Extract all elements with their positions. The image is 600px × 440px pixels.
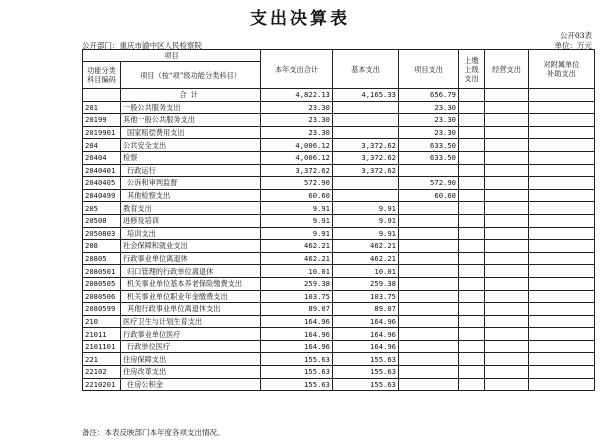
total-cell: 4,822.13: [261, 89, 333, 102]
business-cell: [485, 366, 529, 379]
subsidy-cell: [529, 139, 595, 152]
upper-cell: [459, 340, 485, 353]
upper-cell: [459, 214, 485, 227]
upper-cell: [459, 139, 485, 152]
upper-cell: [459, 164, 485, 177]
basic-cell: 155.63: [333, 366, 399, 379]
code-cell: 208: [83, 240, 121, 253]
header-total: 本年支出合计: [261, 50, 333, 89]
business-cell: [485, 114, 529, 127]
code-cell: 2080501: [83, 265, 121, 278]
total-cell: 9.91: [261, 227, 333, 240]
basic-cell: 9.91: [333, 202, 399, 215]
name-cell: 行政事业单位医疗: [121, 328, 261, 341]
subsidy-cell: [529, 151, 595, 164]
project-cell: 23.30: [399, 126, 459, 139]
business-cell: [485, 353, 529, 366]
name-cell: 社会保障和就业支出: [121, 240, 261, 253]
code-cell: 2019901: [83, 126, 121, 139]
name-cell: 机关事业单位基本养老保险缴费支出: [121, 277, 261, 290]
basic-cell: 9.91: [333, 227, 399, 240]
code-cell: 210: [83, 315, 121, 328]
name-cell: 公共安全支出: [121, 139, 261, 152]
code-cell: 20805: [83, 252, 121, 265]
upper-cell: [459, 252, 485, 265]
business-cell: [485, 177, 529, 190]
project-cell: 633.50: [399, 139, 459, 152]
table-row: [83, 252, 595, 265]
project-cell: [399, 202, 459, 215]
basic-cell: 3,372.62: [333, 139, 399, 152]
upper-cell: [459, 126, 485, 139]
subsidy-cell: [529, 265, 595, 278]
table-row: [83, 227, 595, 240]
total-cell: 4,006.12: [261, 151, 333, 164]
upper-cell: [459, 353, 485, 366]
business-cell: [485, 151, 529, 164]
name-cell: 住房保障支出: [121, 353, 261, 366]
table-row: [83, 126, 595, 139]
basic-cell: 164.96: [333, 315, 399, 328]
name-cell: 国家赔偿费用支出: [121, 126, 261, 139]
project-cell: [399, 378, 459, 391]
table-row: [83, 303, 595, 316]
total-cell: 9.91: [261, 202, 333, 215]
project-cell: 572.90: [399, 177, 459, 190]
basic-cell: 462.21: [333, 252, 399, 265]
name-cell: 住房改革支出: [121, 366, 261, 379]
header-item-group: 项目: [83, 50, 261, 62]
table-row: [83, 378, 595, 391]
name-cell: 检察: [121, 151, 261, 164]
upper-cell: [459, 378, 485, 391]
name-cell: 培训支出: [121, 227, 261, 240]
business-cell: [485, 164, 529, 177]
table-row: [83, 151, 595, 164]
project-cell: [399, 366, 459, 379]
subsidy-cell: [529, 290, 595, 303]
table-row: [83, 189, 595, 202]
code-cell: 205: [83, 202, 121, 215]
subsidy-cell: [529, 101, 595, 114]
form-number: 公开03表: [559, 31, 592, 40]
header-subsidy: 对附属单位补助支出: [529, 50, 595, 89]
project-cell: [399, 252, 459, 265]
basic-cell: 89.07: [333, 303, 399, 316]
business-cell: [485, 139, 529, 152]
header-code: 功能分类科目编码: [83, 62, 121, 89]
name-cell: 行政单位医疗: [121, 340, 261, 353]
project-cell: 23.30: [399, 101, 459, 114]
header-basic: 基本支出: [333, 50, 399, 89]
subsidy-cell: [529, 366, 595, 379]
table-row: [83, 214, 595, 227]
subsidy-cell: [529, 252, 595, 265]
upper-cell: [459, 366, 485, 379]
name-cell: 一般公共服务支出: [121, 101, 261, 114]
upper-cell: [459, 265, 485, 278]
subsidy-cell: [529, 214, 595, 227]
page-title: 支出决算表: [250, 9, 350, 29]
basic-cell: 9.91: [333, 214, 399, 227]
project-cell: 23.30: [399, 114, 459, 127]
project-cell: [399, 328, 459, 341]
project-cell: [399, 340, 459, 353]
name-cell: 合计: [121, 89, 261, 102]
project-cell: 633.50: [399, 151, 459, 164]
name-cell: 机关事业单位职业年金缴费支出: [121, 290, 261, 303]
footnote: 备注：本表反映部门本年度各项支出情况。: [82, 428, 225, 437]
subsidy-cell: [529, 240, 595, 253]
department-label: 公开部门：重庆市渝中区人民检察院: [82, 41, 202, 50]
upper-cell: [459, 303, 485, 316]
table-row: [83, 240, 595, 253]
code-cell: 204: [83, 139, 121, 152]
total-cell: 462.21: [261, 240, 333, 253]
business-cell: [485, 89, 529, 102]
table-row: [83, 202, 595, 215]
name-cell: 教育支出: [121, 202, 261, 215]
project-cell: [399, 214, 459, 227]
basic-cell: 155.63: [333, 378, 399, 391]
table-row: [83, 328, 595, 341]
business-cell: [485, 340, 529, 353]
total-cell: 572.90: [261, 177, 333, 190]
project-cell: [399, 353, 459, 366]
upper-cell: [459, 151, 485, 164]
project-cell: [399, 265, 459, 278]
basic-cell: 164.96: [333, 340, 399, 353]
subsidy-cell: [529, 89, 595, 102]
upper-cell: [459, 189, 485, 202]
name-cell: 住房公积金: [121, 378, 261, 391]
code-cell: 20199: [83, 114, 121, 127]
business-cell: [485, 252, 529, 265]
upper-cell: [459, 290, 485, 303]
business-cell: [485, 101, 529, 114]
table-row: [83, 366, 595, 379]
total-cell: 10.01: [261, 265, 333, 278]
code-cell: 22102: [83, 366, 121, 379]
upper-cell: [459, 202, 485, 215]
basic-cell: 155.63: [333, 353, 399, 366]
upper-cell: [459, 177, 485, 190]
expenditure-table: [82, 49, 595, 391]
header-project: 项目支出: [399, 50, 459, 89]
total-cell: 4,006.12: [261, 139, 333, 152]
basic-cell: [333, 101, 399, 114]
total-cell: 155.63: [261, 366, 333, 379]
basic-cell: 259.38: [333, 277, 399, 290]
basic-cell: [333, 114, 399, 127]
subsidy-cell: [529, 353, 595, 366]
upper-cell: [459, 277, 485, 290]
upper-cell: [459, 315, 485, 328]
basic-cell: 4,165.33: [333, 89, 399, 102]
project-cell: [399, 277, 459, 290]
business-cell: [485, 202, 529, 215]
table-row: [83, 177, 595, 190]
subsidy-cell: [529, 177, 595, 190]
business-cell: [485, 126, 529, 139]
total-cell: 89.07: [261, 303, 333, 316]
business-cell: [485, 277, 529, 290]
subsidy-cell: [529, 340, 595, 353]
table-row: [83, 290, 595, 303]
subsidy-cell: [529, 378, 595, 391]
business-cell: [485, 265, 529, 278]
basic-cell: [333, 126, 399, 139]
project-cell: [399, 290, 459, 303]
code-cell: 2040499: [83, 189, 121, 202]
table-row: [83, 139, 595, 152]
code-cell: 221: [83, 353, 121, 366]
basic-cell: 3,372.62: [333, 151, 399, 164]
name-cell: 进修及培训: [121, 214, 261, 227]
subsidy-cell: [529, 164, 595, 177]
upper-cell: [459, 114, 485, 127]
project-cell: 656.79: [399, 89, 459, 102]
subsidy-cell: [529, 202, 595, 215]
table-row: [83, 277, 595, 290]
subsidy-cell: [529, 315, 595, 328]
basic-cell: 103.75: [333, 290, 399, 303]
name-cell: 公诉和审判监督: [121, 177, 261, 190]
table-row: [83, 340, 595, 353]
business-cell: [485, 227, 529, 240]
name-cell: 行政事业单位离退休: [121, 252, 261, 265]
upper-cell: [459, 89, 485, 102]
subsidy-cell: [529, 303, 595, 316]
code-cell: 2040405: [83, 177, 121, 190]
code-cell: 20508: [83, 214, 121, 227]
header-upper: 上缴上级支出: [459, 50, 485, 89]
total-cell: 259.38: [261, 277, 333, 290]
business-cell: [485, 290, 529, 303]
name-cell: 其他行政事业单位离退休支出: [121, 303, 261, 316]
table-row: [83, 164, 595, 177]
upper-cell: [459, 227, 485, 240]
upper-cell: [459, 328, 485, 341]
name-cell: 医疗卫生与计划生育支出: [121, 315, 261, 328]
total-cell: 23.30: [261, 101, 333, 114]
code-cell: 20404: [83, 151, 121, 164]
name-cell: 归口管理的行政单位离退休: [121, 265, 261, 278]
basic-cell: 10.01: [333, 265, 399, 278]
total-cell: 164.96: [261, 315, 333, 328]
project-cell: [399, 303, 459, 316]
project-cell: [399, 315, 459, 328]
table-row: [83, 315, 595, 328]
subsidy-cell: [529, 227, 595, 240]
business-cell: [485, 214, 529, 227]
business-cell: [485, 315, 529, 328]
total-row: [83, 89, 595, 102]
name-cell: 其他一般公共服务支出: [121, 114, 261, 127]
subsidy-cell: [529, 277, 595, 290]
header-name: 项目（按“项”级功能分类科目）: [121, 62, 261, 89]
total-cell: 462.21: [261, 252, 333, 265]
code-cell: 2210201: [83, 378, 121, 391]
total-cell: 23.30: [261, 126, 333, 139]
basic-cell: 164.96: [333, 328, 399, 341]
subsidy-cell: [529, 114, 595, 127]
basic-cell: 3,372.62: [333, 164, 399, 177]
table-row: [83, 101, 595, 114]
code-cell: 21011: [83, 328, 121, 341]
total-cell: 3,372.62: [261, 164, 333, 177]
total-cell: 164.96: [261, 340, 333, 353]
upper-cell: [459, 101, 485, 114]
total-cell: 155.63: [261, 353, 333, 366]
table-row: [83, 265, 595, 278]
project-cell: [399, 227, 459, 240]
total-cell: 9.91: [261, 214, 333, 227]
upper-cell: [459, 240, 485, 253]
subsidy-cell: [529, 328, 595, 341]
subsidy-cell: [529, 189, 595, 202]
total-cell: 23.30: [261, 114, 333, 127]
business-cell: [485, 328, 529, 341]
code-cell: 2080599: [83, 303, 121, 316]
project-cell: [399, 164, 459, 177]
name-cell: 行政运行: [121, 164, 261, 177]
table-row: [83, 353, 595, 366]
business-cell: [485, 240, 529, 253]
total-cell: 164.96: [261, 328, 333, 341]
code-cell: 2101101: [83, 340, 121, 353]
header-business: 经营支出: [485, 50, 529, 89]
code-cell: 2040401: [83, 164, 121, 177]
total-cell: 60.60: [261, 189, 333, 202]
business-cell: [485, 378, 529, 391]
code-cell: 2080505: [83, 277, 121, 290]
code-cell: 201: [83, 101, 121, 114]
name-cell: 其他检察支出: [121, 189, 261, 202]
subsidy-cell: [529, 126, 595, 139]
code-cell: 2080506: [83, 290, 121, 303]
table-row: [83, 114, 595, 127]
basic-cell: 462.21: [333, 240, 399, 253]
project-cell: [399, 240, 459, 253]
total-cell: 155.63: [261, 378, 333, 391]
code-cell: 2050803: [83, 227, 121, 240]
total-cell: 103.75: [261, 290, 333, 303]
basic-cell: [333, 177, 399, 190]
project-cell: 60.60: [399, 189, 459, 202]
unit-label: 单位：万元: [554, 41, 592, 50]
code-cell: [83, 89, 121, 102]
basic-cell: [333, 189, 399, 202]
business-cell: [485, 303, 529, 316]
business-cell: [485, 189, 529, 202]
